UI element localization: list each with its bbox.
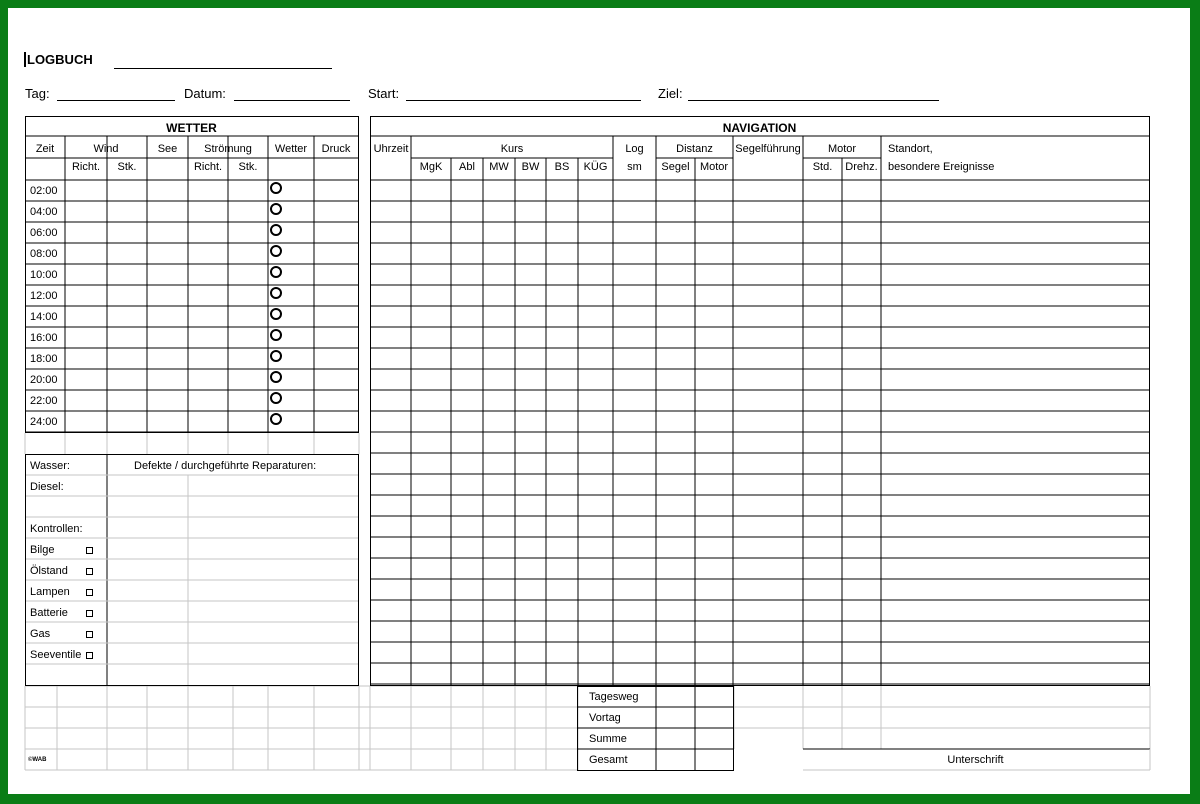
kurs-subheader: MW <box>489 161 509 173</box>
time-cell: 18:00 <box>30 353 58 365</box>
goal-label: Ziel: <box>658 86 683 101</box>
col-distanz: Distanz <box>676 143 713 155</box>
time-cell: 20:00 <box>30 374 58 386</box>
col-wind: Wind <box>93 143 119 155</box>
sub-wind-richt: Richt. <box>71 161 101 173</box>
control-item-label: Batterie <box>30 607 68 619</box>
col-wetter: Wetter <box>274 143 308 155</box>
time-cell: 02:00 <box>30 185 58 197</box>
time-cell: 04:00 <box>30 206 58 218</box>
col-druck: Druck <box>321 143 351 155</box>
diesel-label: Diesel: <box>30 481 64 493</box>
time-cell: 10:00 <box>30 269 58 281</box>
sub-distanz-segel: Segel <box>661 161 690 173</box>
col-see: See <box>157 143 178 155</box>
col-standort: Standort, <box>888 143 933 155</box>
control-item-label: Lampen <box>30 586 70 598</box>
sub-distanz-motor: Motor <box>699 161 729 173</box>
water-label: Wasser: <box>30 460 70 472</box>
kurs-subheader: BW <box>521 161 540 173</box>
sub-stroemung-richt: Richt. <box>193 161 223 173</box>
col-zeit: Zeit <box>35 143 55 155</box>
kurs-subheader: BS <box>554 161 570 173</box>
col-log: Log <box>625 143 644 155</box>
summary-row-label: Tagesweg <box>589 691 639 703</box>
summary-box <box>577 686 734 771</box>
time-cell: 06:00 <box>30 227 58 239</box>
control-item-label: Bilge <box>30 544 55 556</box>
col-segelfuehrung: Segelführung <box>735 143 801 155</box>
controls-label: Kontrollen: <box>30 523 83 535</box>
date-label: Datum: <box>184 86 226 101</box>
logbook-sheet <box>8 8 1190 794</box>
col-kurs: Kurs <box>500 143 524 155</box>
time-cell: 08:00 <box>30 248 58 260</box>
sub-stroemung-stk: Stk. <box>238 161 258 173</box>
weather-title: WETTER <box>166 121 217 135</box>
summary-row-label: Gesamt <box>589 754 628 766</box>
kurs-subheader: MgK <box>419 161 443 173</box>
kurs-subheader: KÜG <box>583 161 608 173</box>
col-motor: Motor <box>827 143 857 155</box>
time-cell: 16:00 <box>30 332 58 344</box>
start-label: Start: <box>368 86 400 101</box>
logbook-title: LOGBUCH <box>24 52 93 67</box>
kurs-subheader: Abl <box>459 161 475 173</box>
weather-box <box>25 116 359 433</box>
sub-log-sm: sm <box>627 161 642 173</box>
control-item-label: Ölstand <box>30 565 68 577</box>
navigation-box <box>370 116 1150 686</box>
time-cell: 12:00 <box>30 290 58 302</box>
sub-motor-drehz: Drehz. <box>845 161 878 173</box>
sub-motor-std: Std. <box>812 161 833 173</box>
time-cell: 24:00 <box>30 416 58 428</box>
sub-wind-stk: Stk. <box>117 161 137 173</box>
time-cell: 22:00 <box>30 395 58 407</box>
control-item-label: Seeventile <box>30 649 82 661</box>
navigation-title: NAVIGATION <box>722 121 797 135</box>
control-item-label: Gas <box>30 628 51 640</box>
summary-row-label: Vortag <box>589 712 621 724</box>
defects-label: Defekte / durchgeführte Reparaturen: <box>134 460 317 472</box>
signature-label: Unterschrift <box>947 754 1004 766</box>
summary-row-label: Summe <box>589 733 627 745</box>
supplies-box <box>25 454 359 686</box>
copyright-mark: ©WAB <box>28 757 47 763</box>
time-cell: 14:00 <box>30 311 58 323</box>
col-uhrzeit: Uhrzeit <box>373 143 409 155</box>
day-label: Tag: <box>25 86 50 101</box>
sub-standort-ereignisse: besondere Ereignisse <box>888 161 995 173</box>
col-stroemung: Strömung <box>204 143 252 155</box>
